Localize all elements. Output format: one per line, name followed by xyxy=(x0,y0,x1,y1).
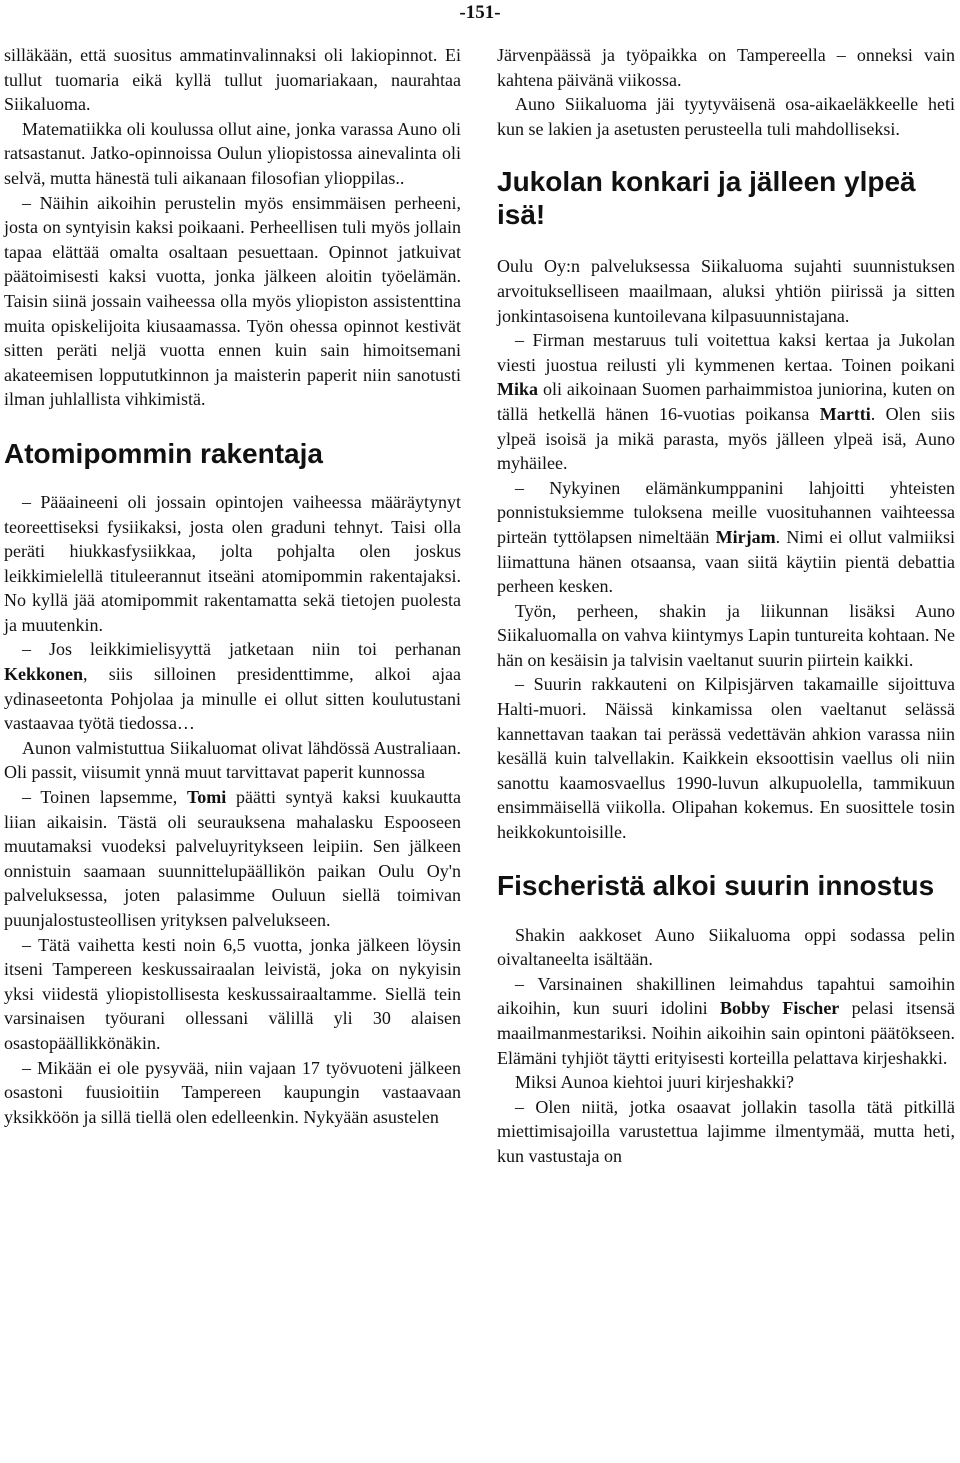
text-run: – Varsinainen shakillinen leimahdus tapahtui samoihin aikoihin, kun suuri idolini xyxy=(497,973,955,1019)
body-paragraph: Shakin aakkoset Auno Siikaluoma oppi sodassa pelin oivaltaneelta isältään. xyxy=(497,924,955,970)
body-paragraph: Järvenpäässä ja työpaikka on Tampereella – onneksi vain kahtena päivänä viikossa. xyxy=(497,45,955,90)
text-run: päätti syntyä kaksi kuukautta liian aikaisin. Tästä oli seurauksena mahalasku Espooseen muutamaksi vuodeksi palveluyritykseen leipiin. Sen jälkeen onnistuin saamaan suunnittelupäällikön paikan Oulu Oy'n palveluksessa, joten palasimme Ouluun siellä toimivan puunjalostusteollisen yrityksen palvelukseen. xyxy=(4,787,461,930)
body-paragraph: – Olen niitä, jotka osaavat jollakin tasolla tätä pitkillä miettimisajoilla varustettua lajimme ilmentymää, mutta heti, kun vastustaja on xyxy=(497,1096,955,1166)
body-paragraph xyxy=(497,972,955,1070)
text-run: – Toinen lapsemme, xyxy=(22,787,187,808)
body-paragraph: silläkään, että suositus ammatinvalinnaksi oli lakiopinnot. Ei tullut tuomaria eikä kyllä tullut juomariakaan, naurahtaa Siikaluoma. xyxy=(4,45,461,115)
body-paragraph: – Näihin aikoihin perustelin myös ensimmäisen perheeni, josta on syntyisin kaksi poikaani. Perheellisen tuli myös jollain tapaa elättää omalta osaltaan pesuettaan. Opinnot jatkuivat päätoimisesti kaksi vuotta, jonka jälkeen aloitin työelämän. Taisin siinä jossain vaiheessa olla myös yliopiston assistenttina muita opiskelijoita kiusaamassa. Työn ohessa opinnot kestivät sitten peräti neljä vuotta ennen kuin sain himoitsemani akateemisen loppututkinnon ja maisterin paperit niin sanotusti ilman juhlallista vihkimistä. xyxy=(4,192,461,410)
text-run: – Nykyinen elämänkumppanini lahjoitti yhteisten ponnistuksiemme tuloksena meille vuosituhannen vaihteessa pirteän tyttölapsen nimeltään xyxy=(497,477,955,547)
body-paragraph: – Pääaineeni oli jossain opintojen vaiheessa määräytynyt teoreettiseksi fysiikaksi, josta olen graduni tehnyt. Taisi olla peräti hiukkasfysiikkaa, jolta pohjalta olen joskus leikkimielellä tituleerannut itseäni atomipommin rakentajaksi. No kyllä jää atomipommit rakentamatta sekä tietojen puolesta ja muutenkin. xyxy=(4,491,461,635)
person-name: Tomi xyxy=(186,787,227,808)
page-number: -151- xyxy=(459,2,501,23)
right-column xyxy=(497,43,955,1169)
text-run: . Nimi ei ollut valmiiksi liimattuna hänen otsaansa, vaan siitä käytiin pientä debattia perheen kesken. xyxy=(497,526,955,597)
person-name: Mirjam xyxy=(715,526,776,547)
body-paragraph: Auno Siikaluoma jäi tyytyväisenä osa-aikaeläkkeelle heti kun se lakien ja asetusten perusteella tuli mahdolliseksi. xyxy=(497,94,955,139)
text-run: – Firman mestaruus tuli voitettua kaksi kertaa ja Jukolan viesti juostua reilusti yli kymmenen kertaa. Toinen poikani xyxy=(497,330,955,375)
text-run: . Olen siis ylpeä isoisä ja mikä parasta, myös jälleen ylpeä isä, Auno myhäilee. xyxy=(497,403,955,474)
body-paragraph: Miksi Aunoa kiehtoi juuri kirjeshakki? xyxy=(515,1072,794,1093)
body-paragraph: Työn, perheen, shakin ja liikunnan lisäksi Auno Siikaluomalla on vahva kiintymys Lapin tuntureita kohtaan. Ne hän on kesäisin ja talvisin vaeltanut suurin piirtein kaikki. xyxy=(497,600,955,670)
person-name: Mika xyxy=(497,379,539,400)
body-paragraph: – Tätä vaihetta kesti noin 6,5 vuotta, jonka jälkeen löysin itseni Tampereen keskussairaalan leivistä, joka on nykyisin yksi viidestä yliopistollisesta keskussairaaltamme. Siellä tein varsinaisen työurani ollessani välillä yli 30 alaisen osastopäällikkönäkin. xyxy=(4,934,461,1053)
body-paragraph xyxy=(497,476,955,599)
body-paragraph: – Mikään ei ole pysyvää, niin vajaan 17 työvuoteni jälkeen osastoni fuusioitiin Tampereen kaupungin vastaavaan yksikköön ja sillä tiellä olen edelleenkin. Nykyään asustelen xyxy=(4,1057,461,1127)
section-heading: Jukolan konkari ja jälleen ylpeä isä! xyxy=(497,166,916,231)
text-run: oli aikoinaan Suomen parhaimmistoa juniorina, kuten on tällä hetkellä hänen 16-vuotias poikansa xyxy=(497,379,955,424)
section-heading: Fischeristä alkoi suurin innostus xyxy=(497,869,935,901)
text-run: , siis silloinen presidenttimme, alkoi ajaa ydinaseetonta Pohjolaa ja minulle ei ollut sitten koulutustani vastaavaa työtä tiedossa… xyxy=(4,664,461,734)
person-name: Kekkonen xyxy=(4,664,84,685)
section-heading: Atomipommin rakentaja xyxy=(4,437,323,469)
text-run: – Jos leikkimielisyyttä jatketaan niin toi perhanan xyxy=(22,639,461,660)
body-paragraph: Aunon valmistuttua Siikaluomat olivat lähdössä Australiaan. Oli passit, viisumit ynnä muut tarvittavat paperit kunnossa xyxy=(4,737,461,783)
body-paragraph: Oulu Oy:n palveluksessa Siikaluoma sujahti suunnistuksen arvoitukselliseen maailmaan, aluksi yhtiön piirissä ja sitten jonkintasoisena kuntoilevana kilpasuunnistajana. xyxy=(497,256,955,326)
body-paragraph xyxy=(497,328,955,476)
body-paragraph xyxy=(4,785,461,933)
body-paragraph: Matematiikka oli koulussa ollut aine, jonka varassa Auno oli ratsastanut. Jatko-opinnoissa Oulun yliopistossa ainevalinta oli selvä, mutta hänestä tuli aikanaan filosofian ylioppilas.. xyxy=(4,118,461,188)
person-name: Bobby Fischer xyxy=(719,998,840,1019)
text-run: pelasi itsensä maailmanmestariksi. Noihin aikoihin sain opintoni päätökseen. Elämäni tyhjiöt täytti erityisesti korteilla pelattava kirjeshakki. xyxy=(497,998,956,1068)
body-paragraph: – Suurin rakkauteni on Kilpisjärven takamaille sijoittuva Halti-muori. Näissä kinkamissa olen vaeltanut selässä kannettavan taakan tai perässä vedettävän ahkion varassa niin kesällä kuin talvellakin. Kaikkein eksoottisin vaellus oli niin sanottu kaamosvaellus 1990-luvun alkupuolella, tammikuun ensimmäisellä viikolla. Olipahan kokemus. En suosittele tosin heikkokuntoisille. xyxy=(497,674,955,843)
person-name: Martti xyxy=(819,403,871,424)
left-column xyxy=(4,43,461,1129)
body-paragraph xyxy=(4,637,461,735)
